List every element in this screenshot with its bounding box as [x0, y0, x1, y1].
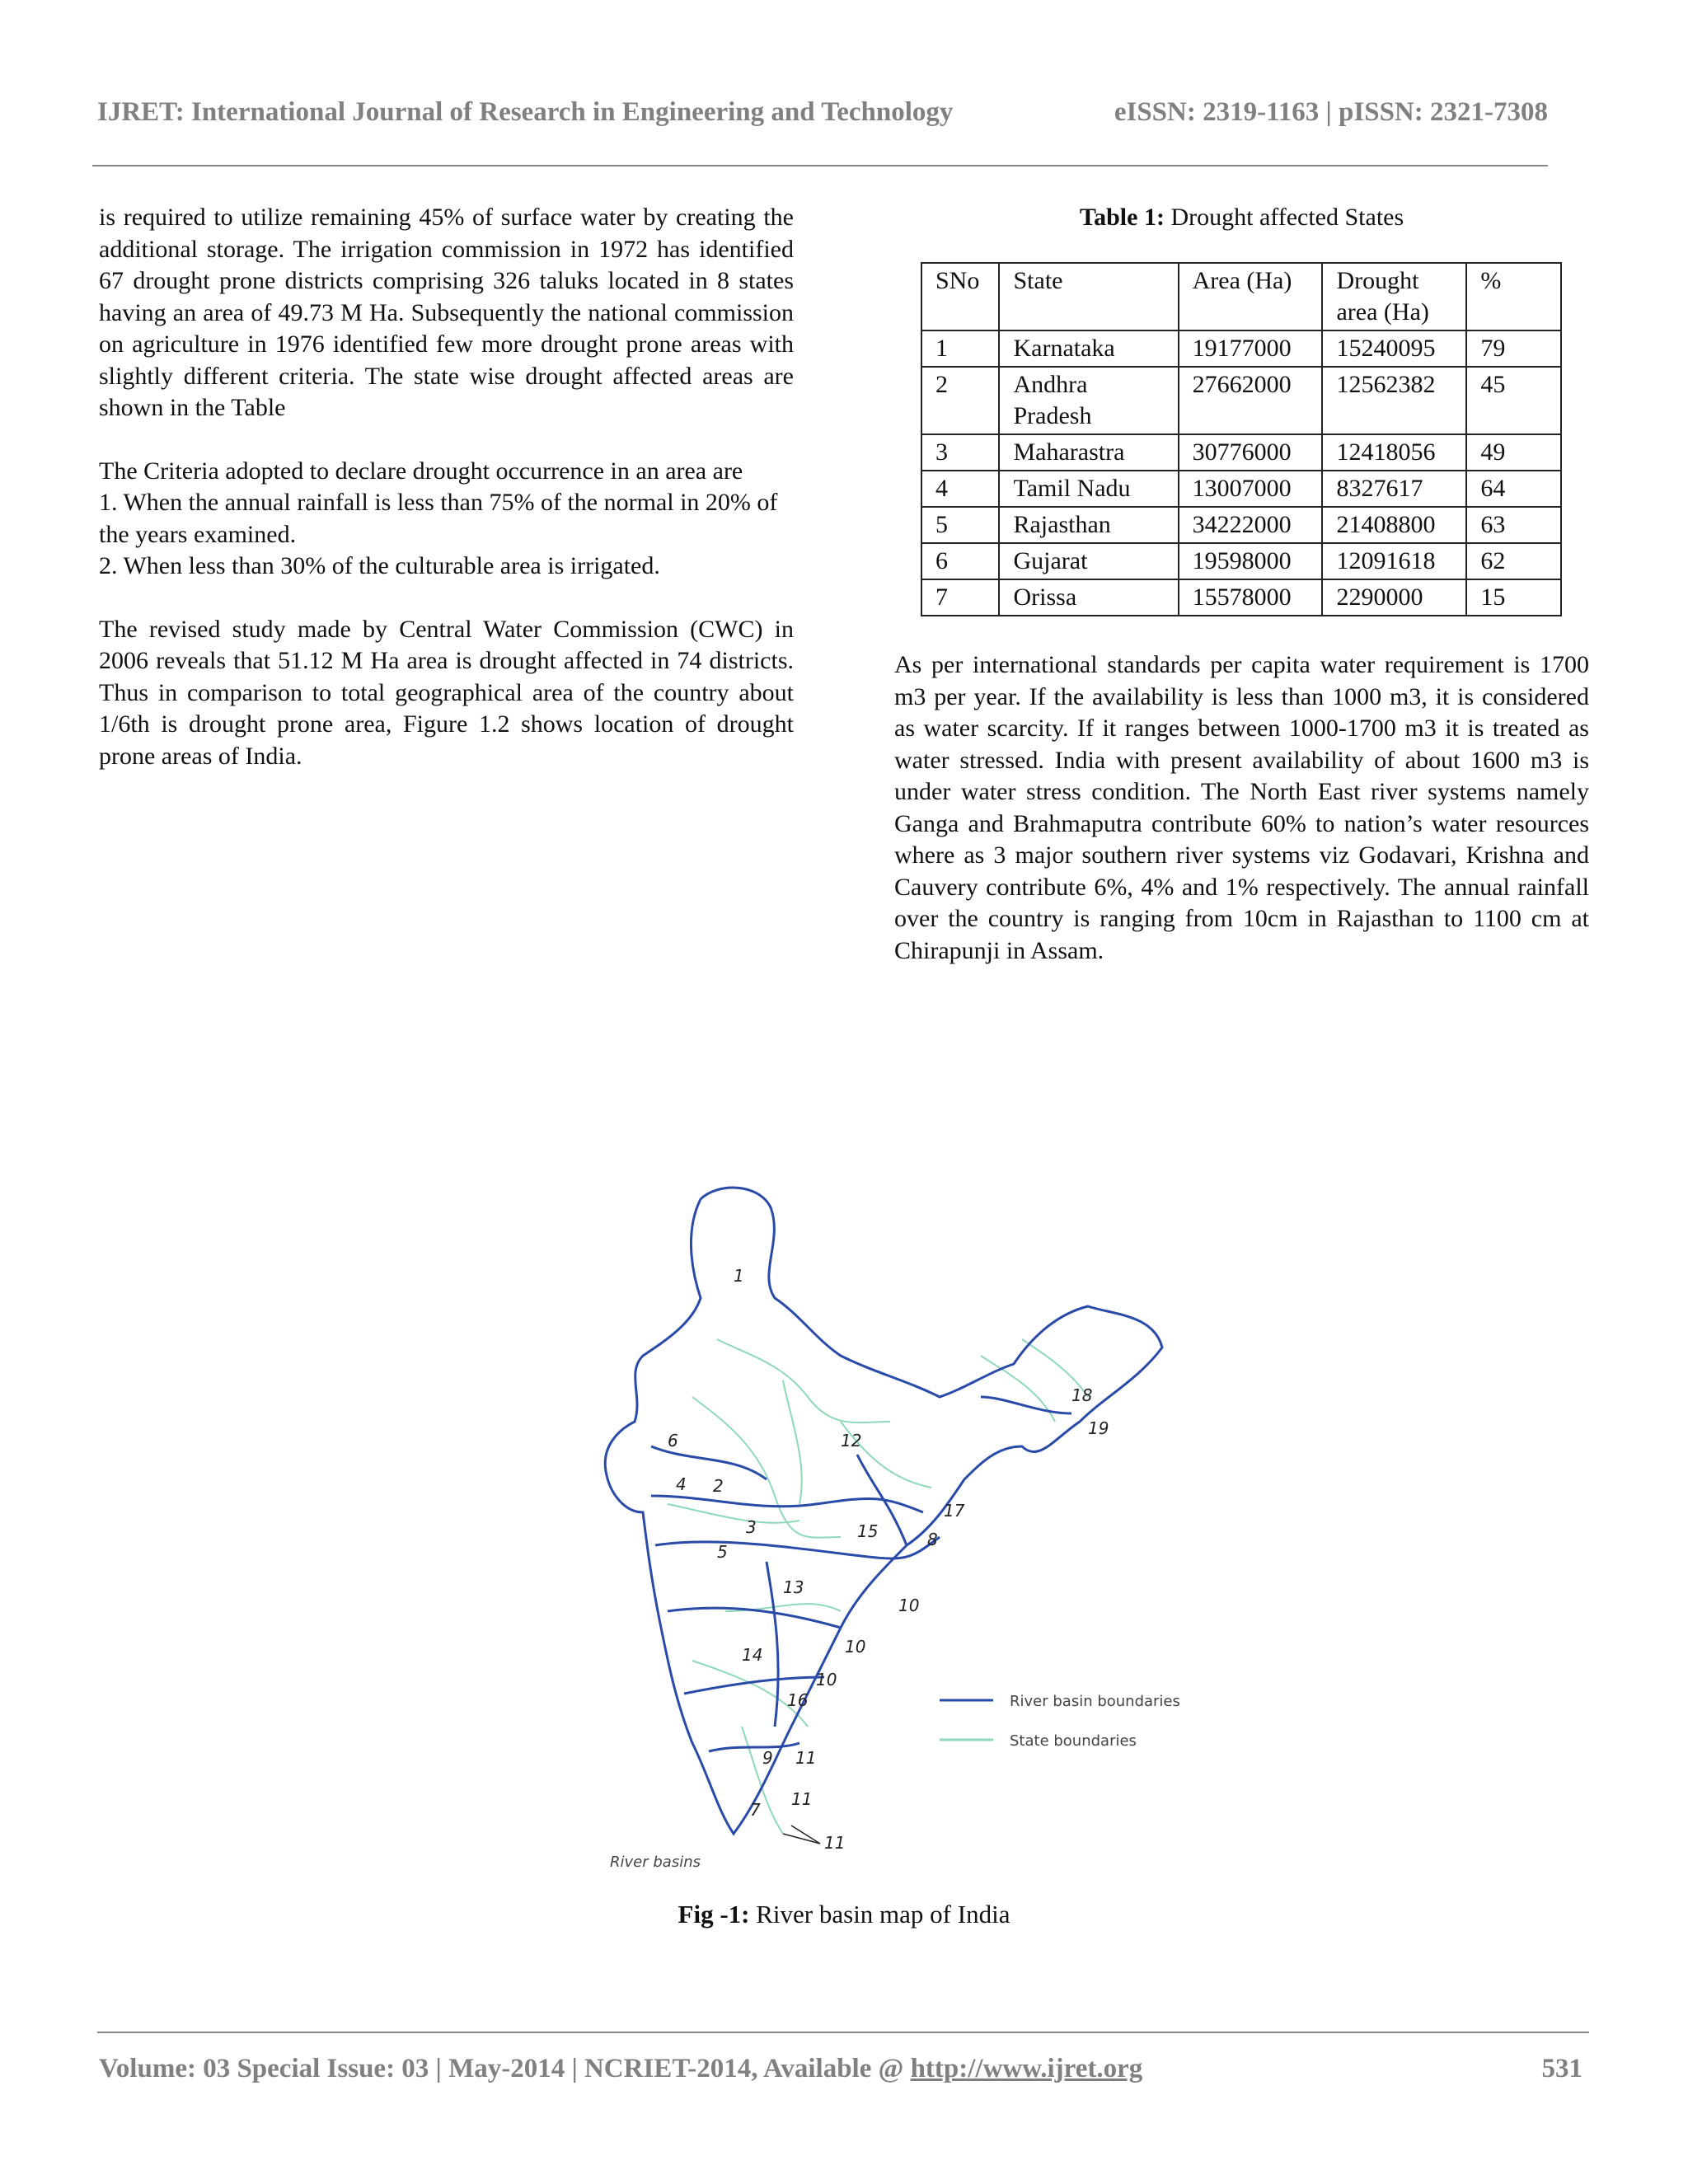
table-cell: 30776000 [1179, 434, 1323, 471]
basin-label: 18 [1071, 1385, 1093, 1405]
right-column [894, 202, 1589, 967]
left-column [99, 202, 794, 772]
page-number: 531 [1541, 2054, 1582, 2083]
table-cell: Karnataka [999, 330, 1178, 367]
figure-caption [0, 1900, 1688, 1929]
state-boundaries [668, 1339, 1088, 1834]
basin-label: 11 [824, 1833, 846, 1853]
table-header-cell: State [999, 263, 1178, 330]
figure-caption-label: Fig -1: [678, 1900, 750, 1929]
basin-label: 10 [845, 1637, 866, 1657]
issn: eISSN: 2319-1163 | pISSN: 2321-7308 [1114, 97, 1548, 127]
table-cell: Orissa [999, 579, 1178, 616]
basin-label: 16 [787, 1690, 809, 1710]
paragraph: The revised study made by Central Water Commission (CWC) in 2006 reveals that 51.12 M Ha area is drought affected in 74 districts. Thus in comparison to total geographical area of the country about 1/6th is drought prone area, Figure 1.2 shows location of drought prone areas of India. [99, 615, 794, 770]
table-cell: Rajasthan [999, 507, 1178, 543]
basin-label: 6 [668, 1431, 678, 1451]
table-cell: 19177000 [1179, 330, 1323, 367]
table-row [921, 330, 1561, 367]
basin-line [981, 1397, 1071, 1413]
table-cell: 45 [1466, 367, 1561, 434]
table-caption-text: Drought affected States [1164, 204, 1404, 231]
footer-citation [99, 2054, 1142, 2084]
table-cell: 49 [1466, 434, 1561, 471]
table-header-cell: SNo [921, 263, 999, 330]
footer-text: Volume: 03 Special Issue: 03 | May-2014 | NCRIET-2014, Available @ [99, 2054, 911, 2083]
table-row [921, 471, 1561, 507]
basin-label: 10 [898, 1596, 920, 1615]
table-row [921, 579, 1561, 616]
basin-label: 4 [676, 1474, 687, 1494]
table-cell: 3 [921, 434, 999, 471]
basin-label: 3 [746, 1517, 757, 1537]
basin-label: 1 [734, 1266, 744, 1286]
basin-label: 8 [927, 1530, 938, 1549]
table-cell: 2 [921, 367, 999, 434]
table-cell: 79 [1466, 330, 1561, 367]
table-header-row [921, 263, 1561, 330]
table-caption [894, 202, 1589, 233]
table-row [921, 434, 1561, 471]
list-item: 2. When less than 30% of the culturable area is irrigated. [99, 552, 660, 579]
state-boundary-line [981, 1356, 1055, 1422]
figure-caption-text: River basin map of India [749, 1900, 1010, 1929]
basin-line [668, 1608, 841, 1628]
basin-label: 11 [795, 1748, 817, 1768]
table-cell: 63 [1466, 507, 1561, 543]
state-boundary-line [717, 1339, 890, 1422]
table-cell: 19598000 [1179, 543, 1323, 579]
drought-table [921, 262, 1562, 616]
paragraph: is required to utilize remaining 45% of surface water by creating the additional storage. The irrigation commission in 1972 has identified 67 drought prone districts comprising 326 taluks located in 8 states having an area of 49.73 M Ha. Subsequently the national commission on agriculture in 1976 identified few more drought prone areas with slightly different criteria. The state wise drought affected areas are shown in the Table [99, 204, 794, 421]
basin-label: 9 [762, 1748, 773, 1768]
table-cell: 7 [921, 579, 999, 616]
table-header-cell: % [1466, 263, 1561, 330]
table-cell: 34222000 [1179, 507, 1323, 543]
table-row [921, 367, 1561, 434]
table-cell: 15 [1466, 579, 1561, 616]
basin-label: 17 [944, 1501, 965, 1521]
basin-line [767, 1562, 778, 1727]
table-cell: 15240095 [1322, 330, 1466, 367]
table-header-cell: Drought area (Ha) [1322, 263, 1466, 330]
table-cell: 12562382 [1322, 367, 1466, 434]
legend-state-label: State boundaries [1010, 1732, 1137, 1750]
basin-label: 10 [816, 1670, 837, 1690]
basin-label: 19 [1088, 1418, 1109, 1438]
basin-line [651, 1446, 767, 1479]
table-cell: 6 [921, 543, 999, 579]
table-header-cell: Area (Ha) [1179, 263, 1323, 330]
table-caption-label: Table 1: [1079, 204, 1165, 231]
journal-link[interactable]: http://www.ijret.org [910, 2054, 1143, 2083]
table-cell: 21408800 [1322, 507, 1466, 543]
paragraph: As per international standards per capita water requirement is 1700 m3 per year. If the availability is less than 1000 m3, it is considered as water scarcity. If it ranges between 1000-1700 m3 it is treated as water stressed. India with present availability of about 1600 m3 is under water stress condition. The North East river systems namely Ganga and Brahmaputra contribute 60% to nation’s water resources where as 3 major southern river systems viz Godavari, Krishna and Cauvery contribute 6%, 4% and 1% respectively. The annual rainfall over the country is ranging from 10cm in Rajasthan to 1100 cm at Chirapunji in Assam. [894, 651, 1589, 964]
basin-line [709, 1743, 799, 1751]
river-basin-map-figure [593, 1150, 1187, 1875]
basin-label: 5 [717, 1542, 728, 1562]
header-divider [92, 165, 1548, 166]
basin-label: 12 [841, 1431, 862, 1451]
state-boundary-line [692, 1397, 841, 1538]
basin-label: 2 [713, 1476, 724, 1496]
list-item: 1. When the annual rainfall is less than 75% of the normal in 20% of the years examined. [99, 489, 778, 548]
table-cell: 4 [921, 471, 999, 507]
footer-divider [97, 2032, 1589, 2033]
table-row [921, 507, 1561, 543]
table-cell: Gujarat [999, 543, 1178, 579]
table-cell: 2290000 [1322, 579, 1466, 616]
paragraph: The Criteria adopted to declare drought occurrence in an area are [99, 457, 743, 485]
table-cell: 13007000 [1179, 471, 1323, 507]
table-row [921, 543, 1561, 579]
table-cell: 64 [1466, 471, 1561, 507]
table-cell: 1 [921, 330, 999, 367]
basin-label: 14 [742, 1645, 763, 1665]
table-cell: 27662000 [1179, 367, 1323, 434]
basin-label: 13 [783, 1577, 804, 1597]
table-cell: 15578000 [1179, 579, 1323, 616]
map-title: River basins [610, 1854, 701, 1871]
table-cell: 5 [921, 507, 999, 543]
river-basin-map [593, 1150, 1187, 1875]
table-cell: 12091618 [1322, 543, 1466, 579]
table-cell: Andhra Pradesh [999, 367, 1178, 434]
basin-label: 7 [750, 1800, 761, 1820]
state-boundary-line [742, 1727, 783, 1834]
basin-label: 15 [857, 1521, 879, 1541]
state-boundary-line [783, 1380, 802, 1504]
table-cell: 12418056 [1322, 434, 1466, 471]
legend-river-label: River basin boundaries [1010, 1693, 1180, 1710]
table-cell: 62 [1466, 543, 1561, 579]
table-cell: 8327617 [1322, 471, 1466, 507]
table-cell: Tamil Nadu [999, 471, 1178, 507]
journal-title: IJRET: International Journal of Research in Engineering and Technology [97, 97, 954, 127]
basin-label: 11 [791, 1789, 813, 1809]
table-cell: Maharastra [999, 434, 1178, 471]
